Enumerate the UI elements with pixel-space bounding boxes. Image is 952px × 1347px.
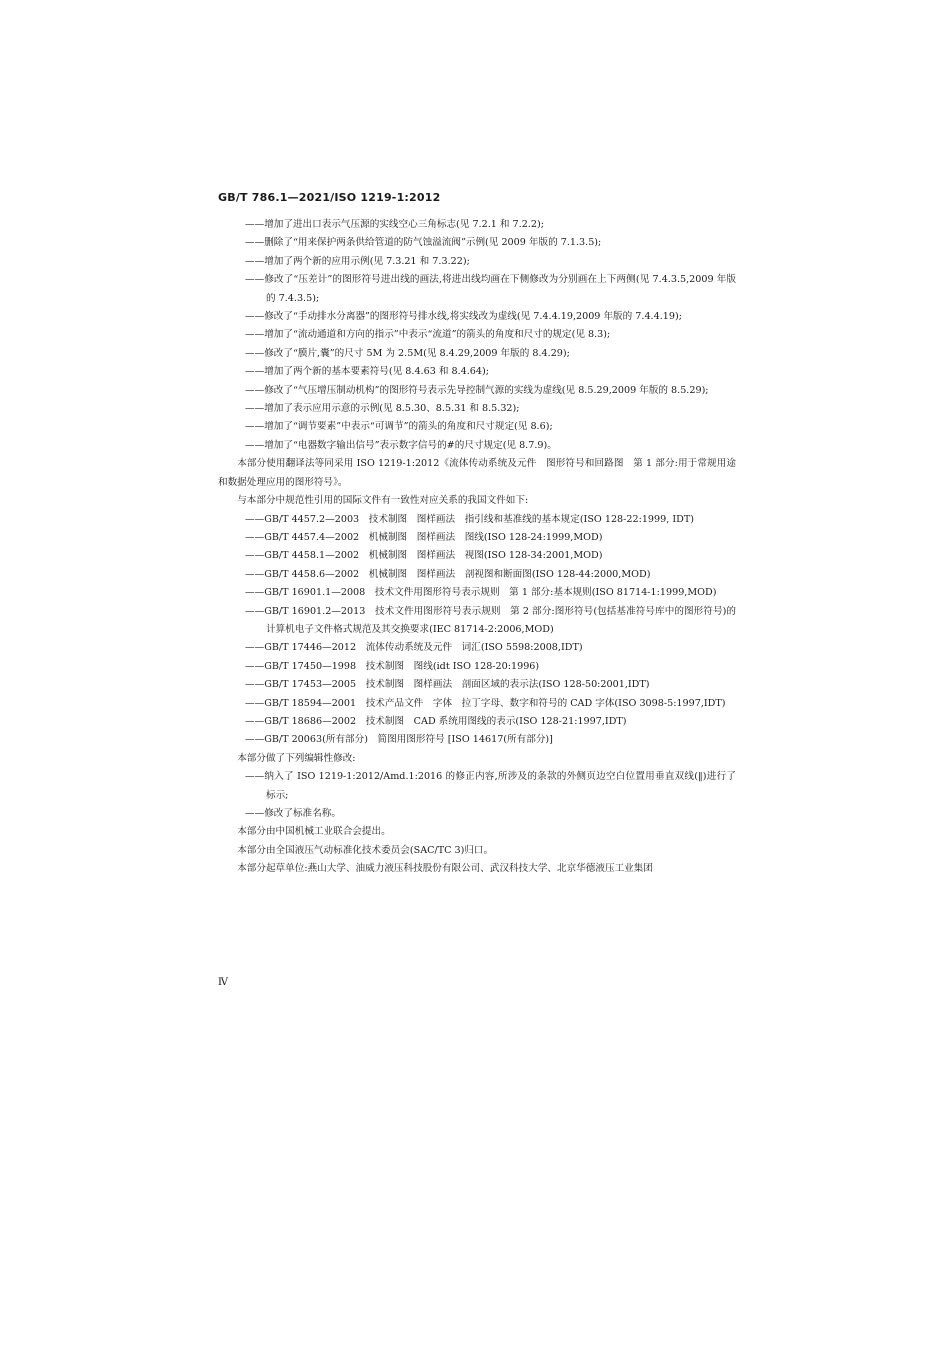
list-item: ——纳入了 ISO 1219-1:2012/Amd.1:2016 的修正内容,所涉及的条款的外侧页边空白位置用垂直双线(‖)进行了标示;	[245, 771, 736, 801]
list-item: ——GB/T 18686—2002 技术制图 CAD 系统用图线的表示(ISO 128-21:1997,IDT)	[245, 715, 627, 727]
list-item: ——增加了“流动通道和方向的指示”中表示“流道”的箭头的角度和尺寸的规定(见 8.3);	[245, 329, 611, 341]
paragraph: 本部分由全国液压气动标准化技术委员会(SAC/TC 3)归口。	[237, 844, 494, 856]
paragraph: 本部分起草单位:燕山大学、油威力液压科技股份有限公司、武汉科技大学、北京华德液压工业集团	[237, 863, 653, 875]
body-text	[218, 216, 736, 879]
list-item: ——GB/T 17453—2005 技术制图 图样画法 剖面区域的表示法(ISO 128-50:2001,IDT)	[245, 679, 650, 691]
list-item: ——增加了“电器数字输出信号”表示数字信号的#的尺寸规定(见 8.7.9)。	[245, 439, 557, 451]
list-item: ——GB/T 4457.2—2003 技术制图 图样画法 指引线和基准线的基本规定(ISO 128-22:1999, IDT)	[245, 513, 694, 525]
list-item: ——修改了“膜片,囊”的尺寸 5M 为 2.5M(见 8.4.29,2009 年版的 8.4.29);	[245, 347, 570, 359]
page-header: GB/T 786.1—2021/ISO 1219-1:2012	[218, 191, 441, 204]
list-item: ——GB/T 18594—2001 技术产品文件 字体 拉丁字母、数字和符号的 CAD 字体(ISO 3098-5:1997,IDT)	[245, 697, 726, 709]
paragraph: 与本部分中规范性引用的国际文件有一致性对应关系的我国文件如下:	[237, 495, 529, 507]
list-item: ——GB/T 4458.6—2002 机械制图 图样画法 剖视图和断面图(ISO 128-44:2000,MOD)	[245, 568, 651, 580]
list-item: ——修改了“压差计”的图形符号进出线的画法,将进出线均画在下侧修改为分别画在上下两侧(见 7.4.3.5,2009 年版的 7.4.3.5);	[245, 274, 736, 304]
list-item: ——修改了标准名称。	[245, 808, 341, 819]
list-item: ——GB/T 20063(所有部分) 简图用图形符号 [ISO 14617(所有部分)]	[245, 734, 553, 746]
list-item: ——GB/T 16901.1—2008 技术文件用图形符号表示规则 第 1 部分:基本规则(ISO 81714-1:1999,MOD)	[245, 587, 717, 599]
paragraph: 本部分由中国机械工业联合会提出。	[237, 826, 391, 838]
page-number: Ⅳ	[218, 977, 228, 988]
list-item: ——修改了“手动排水分离器”的图形符号排水线,将实线改为虚线(见 7.4.4.19,2009 年版的 7.4.4.19);	[245, 311, 682, 323]
list-item: ——GB/T 16901.2—2013 技术文件用图形符号表示规则 第 2 部分:图形符号(包括基准符号库中的图形符号)的计算机电子文件格式规范及其交换要求(IEC 81714-2:2006,MOD)	[245, 605, 736, 635]
list-item: ——增加了“调节要素”中表示“可调节”的箭头的角度和尺寸规定(见 8.6);	[245, 421, 553, 433]
list-item: ——增加了进出口表示气压源的实线空心三角标志(见 7.2.1 和 7.2.2);	[245, 219, 544, 230]
list-item: ——GB/T 4458.1—2002 机械制图 图样画法 视图(ISO 128-34:2001,MOD)	[245, 550, 603, 562]
list-item: ——GB/T 4457.4—2002 机械制图 图样画法 图线(ISO 128-24:1999,MOD)	[245, 531, 603, 543]
paragraph: 本部分使用翻译法等同采用 ISO 1219-1:2012《流体传动系统及元件 图形符号和回路图 第 1 部分:用于常规用途和数据处理应用的图形符号》。	[218, 458, 736, 488]
list-item: ——增加了表示应用示意的示例(见 8.5.30、8.5.31 和 8.5.32);	[245, 403, 520, 415]
paragraph: 本部分做了下列编辑性修改:	[237, 752, 356, 764]
list-item: ——GB/T 17446—2012 流体传动系统及元件 词汇(ISO 5598:2008,IDT)	[245, 642, 583, 654]
list-item: ——修改了“气压增压制动机构”的图形符号表示先导控制气源的实线为虚线(见 8.5.29,2009 年版的 8.5.29);	[245, 384, 709, 396]
list-item: ——删除了“用来保护两条供给管道的防气蚀溢流阀”示例(见 2009 年版的 7.1.3.5);	[245, 237, 602, 249]
list-item: ——GB/T 17450—1998 技术制图 图线(idt ISO 128-20:1996)	[245, 660, 540, 672]
list-item: ——增加了两个新的应用示例(见 7.3.21 和 7.3.22);	[245, 255, 470, 267]
list-item: ——增加了两个新的基本要素符号(见 8.4.63 和 8.4.64);	[245, 366, 489, 378]
